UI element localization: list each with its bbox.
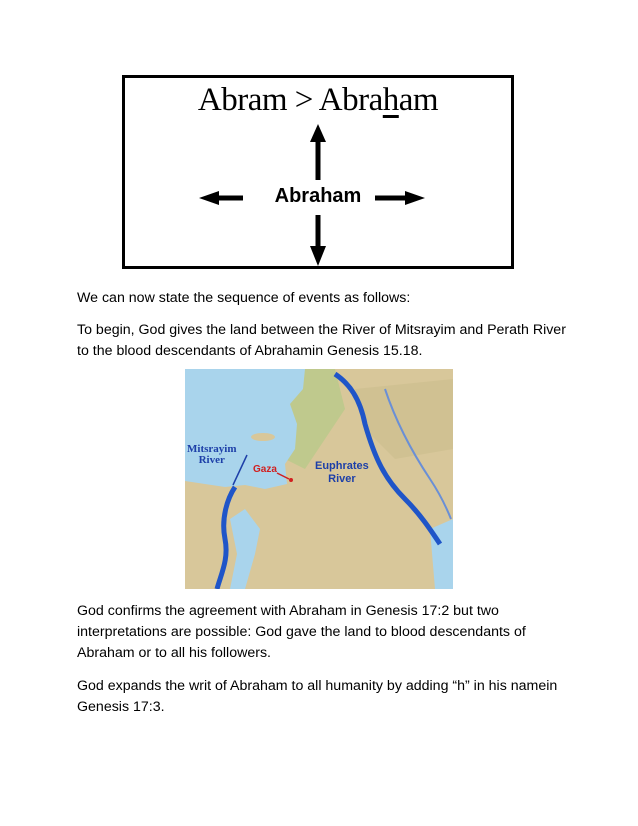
- paragraph-genesis-17-3: God expands the writ of Abraham to all humanity by adding “h” in his namein Genesis 17:3.: [77, 678, 558, 715]
- paragraph-genesis-15: To begin, God gives the land between the River of Mitsrayim and Perath River to the blood descendants of Abrahamin Genesis 15.18.: [77, 322, 566, 359]
- title-after: am: [398, 82, 439, 118]
- euphrates-river-label: Euphrates River: [315, 460, 369, 485]
- diagram-center-label: Abraham: [274, 185, 362, 207]
- paragraph-sequence-intro: We can now state the sequence of events as follows:: [77, 290, 411, 306]
- mitsrayim-river-label: Mitsrayim River: [187, 443, 237, 466]
- direction-arrows: [125, 78, 511, 266]
- gaza-label: Gaza: [253, 464, 277, 475]
- name-change-diagram: [122, 75, 514, 269]
- middle-east-map: [185, 369, 453, 589]
- paragraph-genesis-17-2: God confirms the agreement with Abraham in Genesis 17:2 but two interpretations are possible: God gave the land to blood descendants of Abraham or to all his followers.: [77, 603, 526, 661]
- title-before: Abram > Abra: [197, 82, 383, 118]
- title-highlight-letter: h: [382, 82, 399, 118]
- arrow-up-icon: [310, 124, 326, 180]
- arrow-down-icon: [310, 215, 326, 266]
